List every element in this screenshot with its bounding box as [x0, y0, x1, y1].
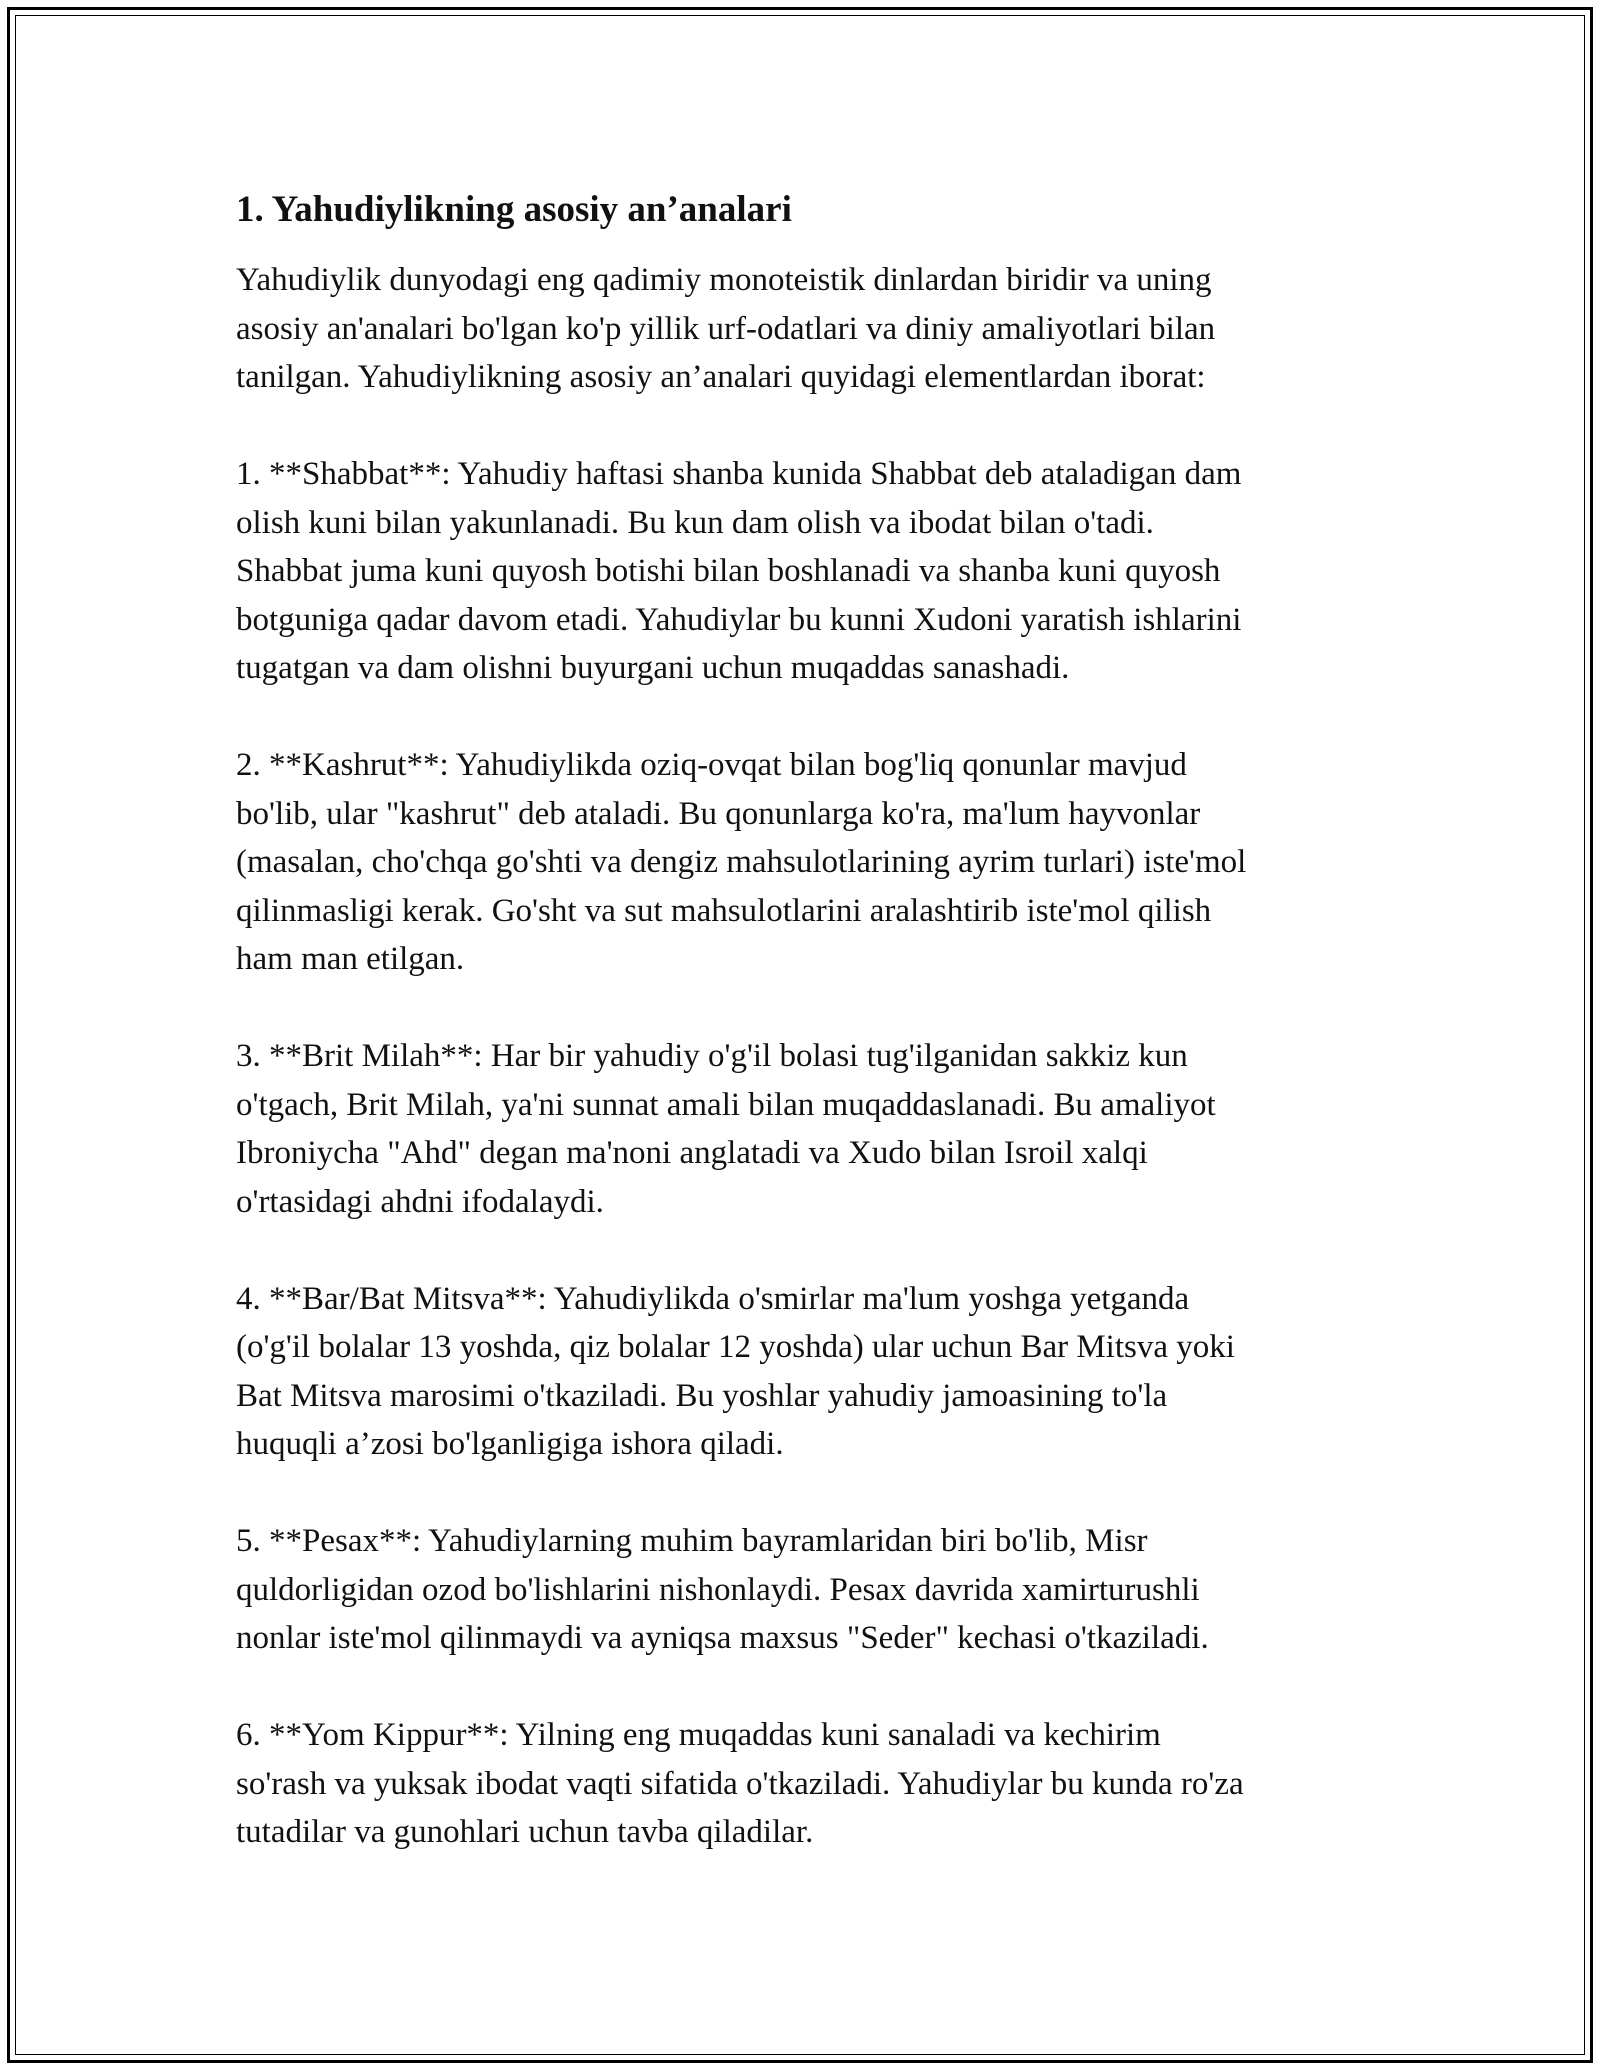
paragraph-shabbat: 1. **Shabbat**: Yahudiy haftasi shanba kunida Shabbat deb ataladigan dam olish kuni bilan yakunlanadi. Bu kun dam olish va ibodat bilan o'tadi. Shabbat juma kuni quyosh botishi bilan boshlanadi va shanba kuni quyosh botguniga qadar davom etadi. Yahudiylar bu kunni Xudoni yaratish ishlarini tugatgan va dam olishni buyurgani uchun muqaddas sanashadi.	[236, 456, 1242, 686]
paragraph-bar-bat-mitsva: 4. **Bar/Bat Mitsva**: Yahudiylikda o'smirlar ma'lum yoshga yetganda (o'g'il bolalar 13 yoshda, qiz bolalar 12 yoshda) ular uchun Bar Mitsva yoki Bat Mitsva marosimi o'tkaziladi. Bu yoshlar yahudiy jamoasining to'la huquqli a’zosi bo'lganligiga ishora qiladi.	[236, 1280, 1235, 1462]
paragraph-yom-kippur: 6. **Yom Kippur**: Yilning eng muqaddas kuni sanaladi va kechirim so'rash va yuksak ibodat vaqti sifatida o'tkaziladi. Yahudiylar bu kunda ro'za tutadilar va gunohlari uchun tavba qiladilar.	[236, 1717, 1244, 1850]
paragraph-pesax: 5. **Pesax**: Yahudiylarning muhim bayramlaridan biri bo'lib, Misr quldorligidan ozod bo'lishlarini nishonlaydi. Pesax davrida xamirturushli nonlar iste'mol qilinmaydi va ayniqsa maxsus "Seder" kechasi o'tkaziladi.	[236, 1523, 1209, 1656]
intro-paragraph: Yahudiylik dunyodagi eng qadimiy monoteistik dinlardan biridir va uning asosiy an'analari bo'lgan ko'p yillik urf-odatlari va diniy amaliyotlari bilan tanilgan. Yahudiylikning asosiy an’analari quyidagi elementlardan iborat:	[236, 262, 1216, 395]
paragraph-kashrut: 2. **Kashrut**: Yahudiylikda oziq-ovqat bilan bog'liq qonunlar mavjud bo'lib, ular "kashrut" deb ataladi. Bu qonunlarga ko'ra, ma'lum hayvonlar (masalan, cho'chqa go'shti va dengiz mahsulotlarining ayrim turlari) iste'mol qilinmasligi kerak. Go'sht va sut mahsulotlarini aralashtirib iste'mol qilish ham man etilgan.	[236, 747, 1247, 977]
paragraph-brit-milah: 3. **Brit Milah**: Har bir yahudiy o'g'il bolasi tug'ilganidan sakkiz kun o'tgach, Brit Milah, ya'ni sunnat amali bilan muqaddaslanadi. Bu amaliyot Ibroniycha "Ahd" degan ma'noni anglatadi va Xudo bilan Isroil xalqi o'rtasidagi ahdni ifodalaydi.	[236, 1038, 1216, 1220]
document-body	[236, 186, 1366, 1905]
section-heading: 1. Yahudiylikning asosiy an’analari	[236, 189, 792, 230]
